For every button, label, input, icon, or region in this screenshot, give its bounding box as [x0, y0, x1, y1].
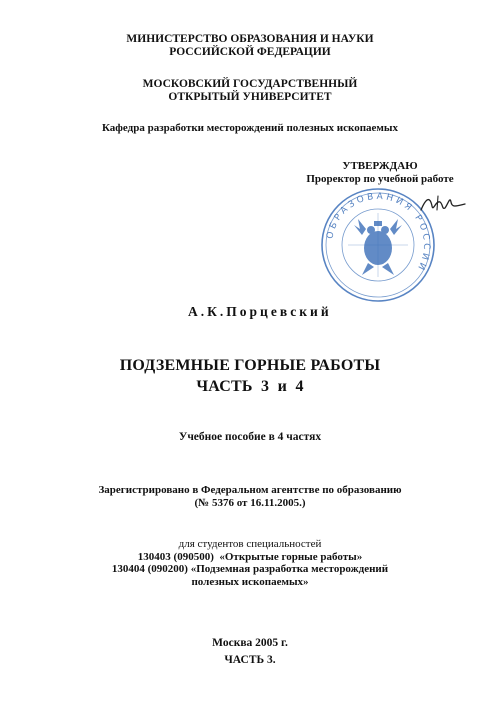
specialty-line-1: 130403 (090500) «Открытые горные работы» [137, 550, 363, 563]
registration-block [0, 484, 500, 509]
signature-image [418, 192, 468, 218]
registration-line-1: Зарегистрировано в Федеральном агентстве по образованию [98, 484, 402, 496]
title-line-2: ЧАСТЬ 3 и 4 [196, 377, 304, 395]
document-title [0, 356, 500, 398]
specialty-line-2: 130404 (090200) «Подземная разработка месторождений [111, 563, 389, 576]
university-line-1: МОСКОВСКИЙ ГОСУДАРСТВЕННЫЙ [142, 78, 358, 90]
city-year: Москва 2005 г. [212, 637, 288, 649]
university-line-2: ОТКРЫТЫЙ УНИВЕРСИТЕТ [168, 91, 332, 104]
department-heading: Кафедра разработки месторождений полезных ископаемых [101, 122, 399, 134]
specialties-block [0, 538, 500, 589]
ministry-line-1: МИНИСТЕРСТВО ОБРАЗОВАНИЯ И НАУКИ [126, 33, 374, 45]
specialties-intro: для студентов специальностей [178, 538, 322, 550]
stamp-text: ОБРАЗОВАНИЯ РОССИИ [325, 191, 432, 274]
ministry-heading [0, 33, 500, 59]
university-heading [0, 78, 500, 104]
approve-word: УТВЕРЖДАЮ [342, 160, 418, 172]
registration-line-2: (№ 5376 от 16.11.2005.) [194, 496, 306, 509]
author-name: А.К.Порцевский [188, 304, 332, 319]
approver-position: Проректор по учебной работе [306, 172, 454, 185]
document-subtitle: Учебное пособие в 4 частях [178, 431, 322, 443]
specialty-line-3: полезных ископаемых» [191, 575, 309, 588]
part-label: ЧАСТЬ 3. [224, 654, 276, 667]
ministry-line-2: РОССИЙСКОЙ ФЕДЕРАЦИИ [169, 46, 331, 59]
title-line-1: ПОДЗЕМНЫЕ ГОРНЫЕ РАБОТЫ [119, 357, 381, 374]
footer-block [0, 637, 500, 667]
approval-block [290, 160, 470, 185]
